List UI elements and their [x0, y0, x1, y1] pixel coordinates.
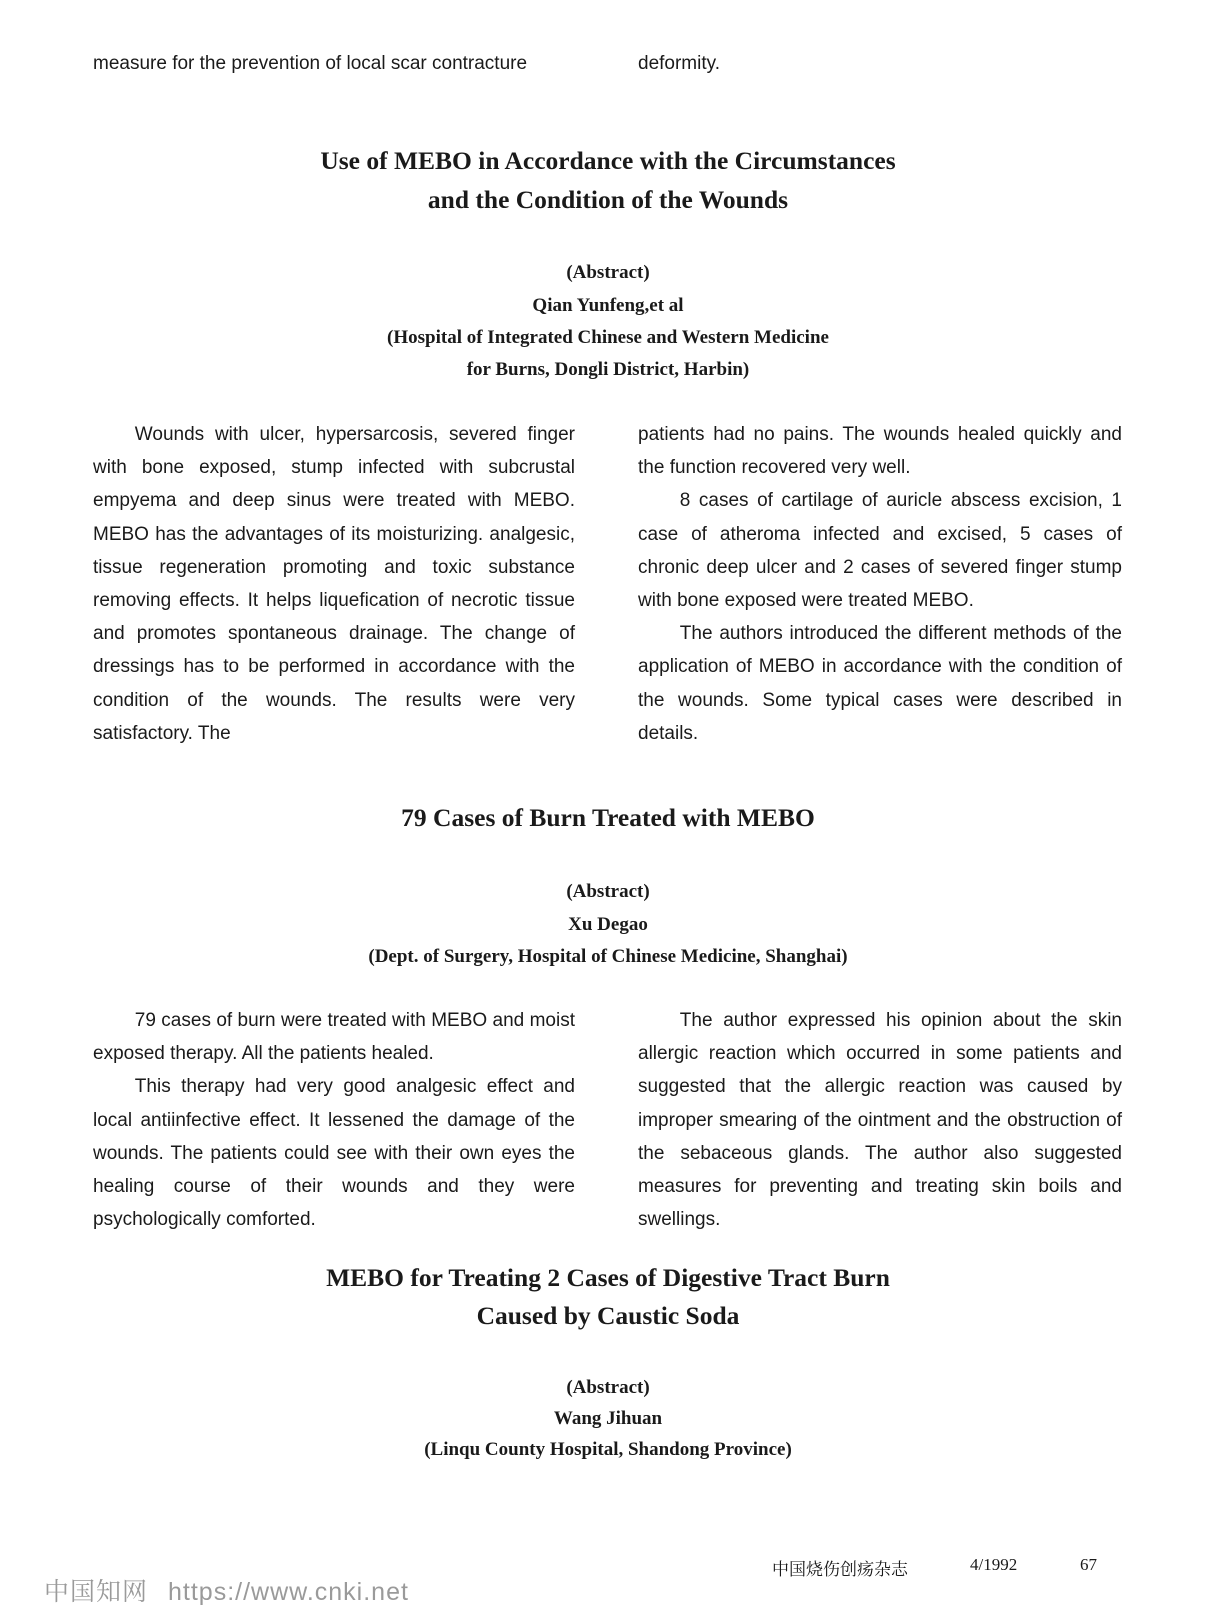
article-1-title-line-1: Use of MEBO in Accordance with the Circumstances — [320, 146, 896, 175]
article-1-abstract-label: (Abstract) — [566, 262, 650, 283]
continued-text-left: measure for the prevention of local scar contracture — [93, 53, 528, 74]
article-2-right-paragraph-1: The author expressed his opinion about the skin allergic reaction which occurred in some patients and suggested that the allergic reaction was caused by improper smearing of the ointment and the obstruction of the sebaceous glands. The author also suggested measures for preventing and treating skin boils and swellings. — [638, 1010, 1122, 1231]
continued-text-right: deformity. — [638, 53, 721, 74]
article-1-affiliation-line-2: for Burns, Dongli District, Harbin) — [466, 359, 750, 380]
article-2-abstract-label: (Abstract) — [566, 881, 650, 902]
article-1-title-line-2: and the Condition of the Wounds — [427, 185, 789, 214]
article-1-right-paragraph-3: The authors introduced the different methods of the application of MEBO in accordance with the condition of the wounds. Some typical cases were described in details. — [638, 623, 1122, 744]
article-3-title-line-2: Caused by Caustic Soda — [476, 1301, 740, 1330]
article-3-affiliation: (Linqu County Hospital, Shandong Province) — [424, 1439, 792, 1460]
cnki-url[interactable]: https://www.cnki.net — [168, 1578, 409, 1606]
cnki-logo: 中国知网 — [44, 1578, 149, 1606]
article-2-right-column — [638, 1004, 1122, 1236]
article-2-author: Xu Degao — [568, 914, 648, 935]
footer-page-number: 67 — [1080, 1555, 1097, 1574]
article-3-author: Wang Jihuan — [553, 1408, 663, 1429]
article-3-abstract-label: (Abstract) — [566, 1377, 650, 1398]
article-3-title-line-1: MEBO for Treating 2 Cases of Digestive Tract Burn — [326, 1263, 890, 1292]
article-1-author: Qian Yunfeng,et al — [532, 295, 684, 316]
article-1-left-column — [93, 418, 575, 750]
article-2-affiliation: (Dept. of Surgery, Hospital of Chinese Medicine, Shanghai) — [368, 946, 848, 967]
cnki-watermark — [44, 1572, 429, 1608]
article-1-right-column — [638, 418, 1122, 750]
footer-issue: 4/1992 — [970, 1555, 1018, 1574]
article-1-right-paragraph-1: patients had no pains. The wounds healed quickly and the function recovered very well. — [638, 424, 1122, 479]
footer-journal-name: 中国烧伤创疡杂志 — [772, 1560, 908, 1579]
article-2-left-column — [93, 1004, 575, 1236]
article-1-left-paragraph-1: Wounds with ulcer, hypersarcosis, severed finger with bone exposed, stump infected with subcrustal empyema and deep sinus were treated with MEBO. MEBO has the advantages of its moisturizing. analgesic, tissue regeneration promoting and toxic substance removing effects. It helps liquefication of necrotic tissue and promotes spontaneous drainage. The change of dressings has to be performed in accordance with the condition of the wounds. The results were very satisfactory. The — [93, 424, 575, 744]
article-2-left-paragraph-1: 79 cases of burn were treated with MEBO and moist exposed therapy. All the patients healed. — [93, 1010, 575, 1065]
article-1-right-paragraph-2: 8 cases of cartilage of auricle abscess excision, 1 case of atheroma infected and excised, 5 cases of chronic deep ulcer and 2 cases of severed finger stump with bone exposed were treated MEBO. — [638, 490, 1122, 612]
article-1-affiliation-line-1: (Hospital of Integrated Chinese and Western Medicine — [387, 327, 829, 348]
article-2-left-paragraph-2: This therapy had very good analgesic effect and local antiinfective effect. It lessened the damage of the wounds. The patients could see with their own eyes the healing course of their wounds and they were psychologically comforted. — [93, 1076, 575, 1231]
article-2-title: 79 Cases of Burn Treated with MEBO — [401, 803, 815, 832]
